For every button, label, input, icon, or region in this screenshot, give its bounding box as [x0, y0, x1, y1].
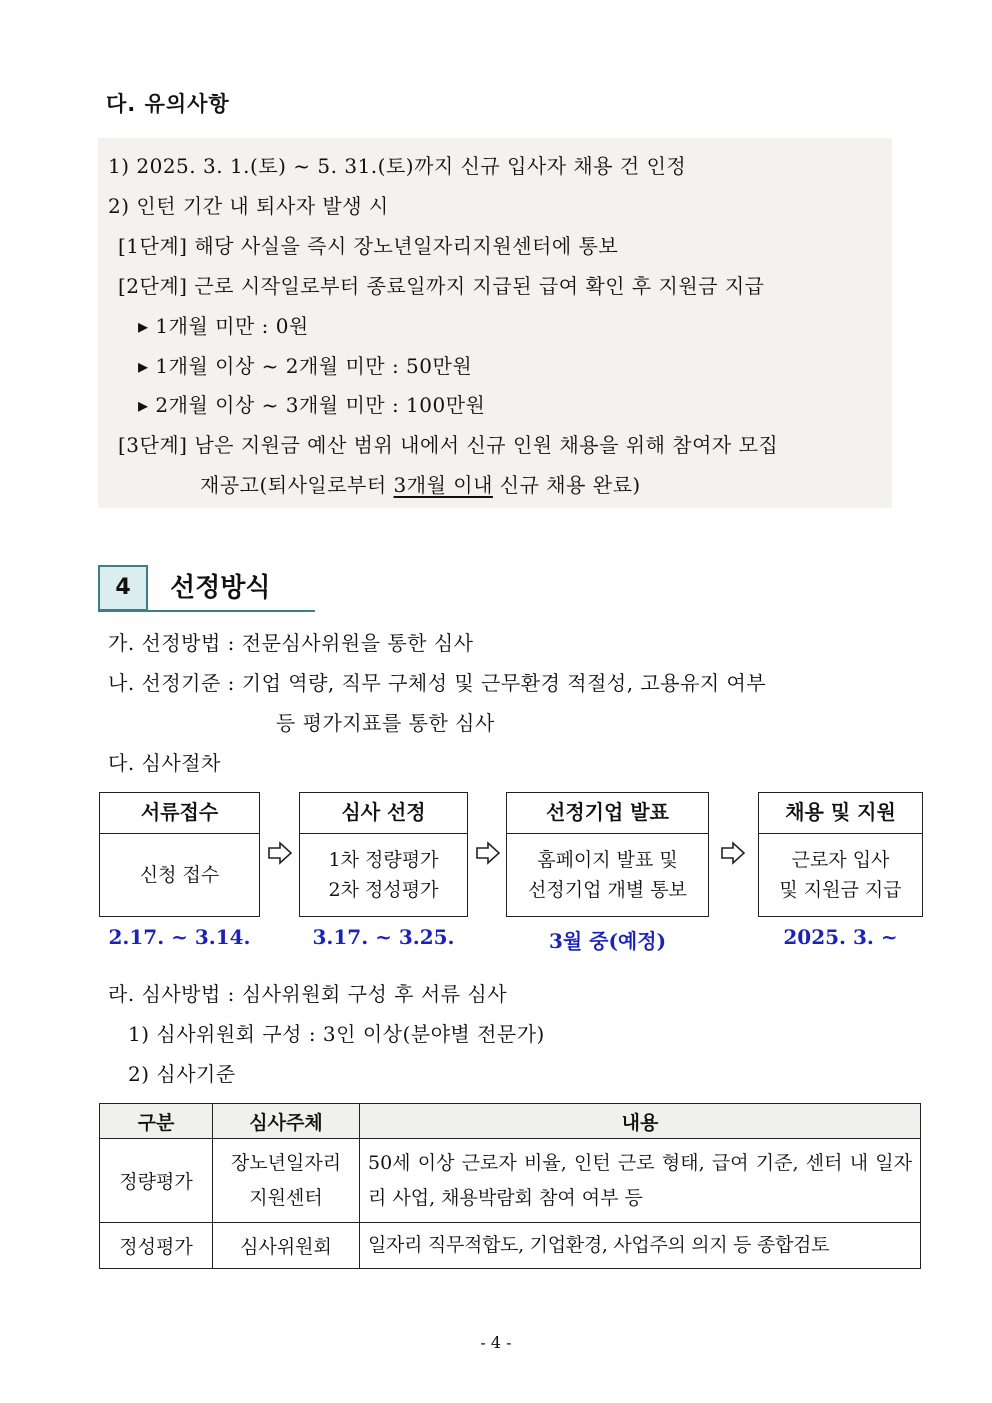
notes-line-9: [200, 469, 641, 498]
row-1-subject-line-1: 장노년일자리: [230, 1151, 342, 1174]
col-header-subject: 심사주체: [213, 1104, 360, 1139]
flow-step-1: [99, 792, 260, 917]
row-2-subject: 심사위원회: [213, 1223, 360, 1269]
flow-step-4-desc-1: 근로자 입사: [791, 849, 890, 871]
flow-step-3-desc-2: 선정기업 개별 통보: [528, 879, 687, 901]
flow-step-3: [506, 792, 709, 917]
row-2-type: 정성평가: [100, 1223, 213, 1269]
flow-step-1-date: 2.17. ~ 3.14.: [108, 925, 251, 949]
flow-step-4-date: 2025. 3. ~: [783, 925, 898, 949]
flow-step-2-desc-1: 1차 정량평가: [328, 849, 439, 871]
notes-line-2: 2) 인턴 기간 내 퇴사자 발생 시: [108, 194, 389, 218]
flow-step-2-title: 심사 선정: [300, 793, 467, 834]
section-number: 4: [98, 565, 148, 611]
flow-step-3-date: 3월 중(예정): [548, 929, 667, 953]
flow-step-3-desc-1: 홈페이지 발표 및: [537, 849, 678, 871]
flow-step-2: [299, 792, 468, 917]
notes-line-7: ▸ 2개월 이상 ~ 3개월 미만 : 100만원: [138, 393, 486, 417]
selection-criteria-cont: 등 평가지표를 통한 심사: [276, 711, 495, 735]
criteria-table: [99, 1103, 921, 1269]
row-2-content: 일자리 직무적합도, 기업환경, 사업주의 의지 등 종합검토: [360, 1223, 921, 1269]
notes-heading: 다. 유의사항: [106, 92, 230, 116]
review-committee: 1) 심사위원회 구성 : 3인 이상(분야별 전문가): [128, 1022, 545, 1046]
flow-step-4-desc-2: 및 지원금 지급: [779, 879, 902, 901]
procedure-label: 다. 심사절차: [108, 751, 221, 775]
notes-line-6: ▸ 1개월 이상 ~ 2개월 미만 : 50만원: [138, 354, 473, 378]
arrow-right-icon: [720, 840, 746, 866]
notes-line-9-after: 신규 채용 완료): [492, 473, 641, 497]
notes-line-9-before: 재공고(퇴사일로부터: [200, 473, 394, 497]
arrow-right-icon: [475, 840, 501, 866]
flow-step-1-title: 서류접수: [100, 793, 259, 834]
section-title: 선정방식: [170, 573, 271, 603]
table-row: [100, 1223, 921, 1269]
row-1-type: 정량평가: [100, 1139, 213, 1223]
notes-line-4: [2단계] 근로 시작일로부터 종료일까지 지급된 급여 확인 후 지원금 지급: [118, 274, 765, 298]
row-1-subject-line-2: 지원센터: [249, 1186, 323, 1209]
col-header-content: 내용: [360, 1104, 921, 1139]
row-1-subject: [213, 1139, 360, 1223]
selection-criteria: 나. 선정기준 : 기업 역량, 직무 구체성 및 근무환경 적절성, 고용유지 여부: [108, 671, 767, 695]
notes-line-1: 1) 2025. 3. 1.(토) ~ 5. 31.(토)까지 신규 입사자 채용 건 인정: [108, 154, 687, 178]
flow-step-4: [758, 792, 923, 917]
notes-line-3: [1단계] 해당 사실을 즉시 장노년일자리지원센터에 통보: [118, 234, 619, 258]
notes-line-5: ▸ 1개월 미만 : 0원: [138, 314, 309, 338]
flow-step-2-date: 3.17. ~ 3.25.: [312, 925, 455, 949]
flow-step-3-title: 선정기업 발표: [507, 793, 708, 834]
row-1-content: 50세 이상 근로자 비율, 인턴 근로 형태, 급여 기준, 센터 내 일자리 사업, 채용박람회 참여 여부 등: [360, 1139, 921, 1223]
notes-line-8: [3단계] 남은 지원금 예산 범위 내에서 신규 인원 채용을 위해 참여자 모집: [118, 433, 779, 457]
selection-method: 가. 선정방법 : 전문심사위원을 통한 심사: [108, 631, 474, 655]
review-criteria-label: 2) 심사기준: [128, 1062, 236, 1086]
page-number: - 4 -: [480, 1333, 512, 1352]
flow-step-4-title: 채용 및 지원: [759, 793, 922, 834]
review-method: 라. 심사방법 : 심사위원회 구성 후 서류 심사: [108, 982, 508, 1006]
arrow-right-icon: [267, 840, 293, 866]
flow-step-1-desc-1: 신청 접수: [139, 864, 220, 886]
notes-line-9-underlined: 3개월 이내: [393, 473, 493, 497]
table-header-row: [100, 1104, 921, 1139]
col-header-type: 구분: [100, 1104, 213, 1139]
flow-step-2-desc-2: 2차 정성평가: [328, 879, 439, 901]
section-underline: [98, 610, 315, 612]
table-row: [100, 1139, 921, 1223]
